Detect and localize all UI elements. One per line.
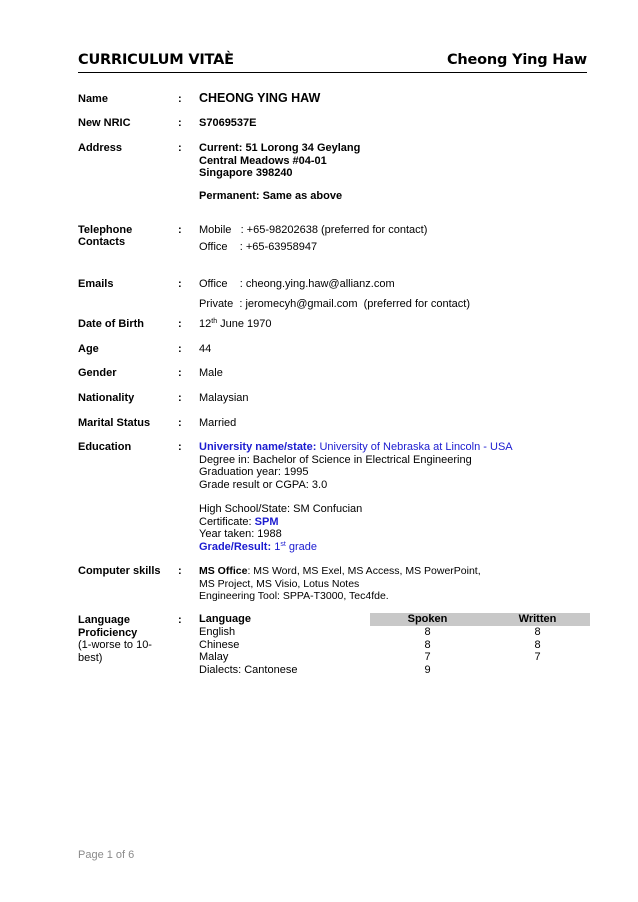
address-line-1: Current: 51 Lorong 34 Geylang	[199, 142, 361, 154]
column-header: Language	[199, 613, 251, 626]
table-header-row	[199, 613, 590, 626]
marital-label: Marital Status	[78, 417, 151, 429]
dob-label: Date of Birth	[78, 318, 144, 330]
colon: :	[178, 417, 182, 429]
language-table	[199, 613, 590, 676]
ms-office-line: MS Office: MS Word, MS Exel, MS Access, MS PowerPoint,	[199, 565, 481, 577]
table-row	[199, 639, 590, 652]
education-university-block	[199, 441, 513, 491]
office-email: Office : cheong.ying.haw@allianz.com	[199, 278, 395, 290]
address-block	[199, 142, 360, 180]
table-cell: Chinese	[199, 638, 240, 651]
colon: :	[178, 93, 182, 105]
table-row	[199, 626, 590, 639]
dob-value: 12th June 1970	[199, 318, 272, 330]
header-name: Cheong Ying Haw	[446, 52, 587, 68]
table-cell	[485, 664, 590, 677]
table-cell: 8	[534, 626, 541, 638]
name-value: CHEONG YING HAW	[199, 91, 321, 105]
private-email: Private : jeromecyh@gmail.com (preferred for contact)	[199, 298, 470, 310]
address-permanent: Permanent: Same as above	[199, 190, 343, 202]
telephone-label-line-1: Telephone	[78, 224, 133, 236]
graduation-year-line: Graduation year: 1995	[199, 466, 309, 478]
page-number: Page 1 of 6	[78, 849, 135, 861]
degree-line: Degree in: Bachelor of Science in Electrical Engineering	[199, 453, 472, 466]
nationality-value: Malaysian	[199, 392, 249, 404]
table-cell: Malay	[199, 651, 229, 663]
table-cell: 8	[534, 638, 541, 651]
emails-label: Emails	[78, 278, 114, 290]
colon: :	[178, 565, 182, 577]
cv-title: CURRICULUM VITAÈ	[78, 52, 234, 68]
name-label: Name	[78, 93, 108, 105]
column-header: Spoken	[370, 613, 485, 626]
age-label: Age	[78, 343, 99, 355]
grade-line: Grade result or CGPA: 3.0	[199, 478, 328, 491]
colon: :	[178, 224, 182, 236]
table-cell: 7	[424, 651, 431, 663]
table-cell: Dialects: Cantonese	[199, 663, 298, 676]
colon: :	[178, 343, 182, 355]
ms-project-line: MS Project, MS Visio, Lotus Notes	[199, 577, 360, 590]
colon: :	[178, 278, 182, 290]
colon: :	[178, 318, 182, 330]
address-line-2: Central Meadows #04-01	[199, 154, 327, 167]
age-value: 44	[199, 343, 212, 355]
education-label: Education	[78, 441, 132, 453]
colon: :	[178, 367, 182, 379]
nric-label: New NRIC	[78, 117, 131, 129]
table-cell: 9	[424, 663, 431, 676]
table-cell: 8	[424, 638, 431, 651]
address-line-3: Singapore 398240	[199, 167, 293, 179]
year-taken-line: Year taken: 1988	[199, 528, 282, 540]
marital-value: Married	[199, 417, 237, 429]
address-label: Address	[78, 142, 123, 154]
table-cell: English	[199, 626, 236, 638]
certificate-line: Certificate: SPM	[199, 515, 279, 528]
highschool-line: High School/State: SM Confucian	[199, 503, 363, 515]
colon: :	[178, 117, 182, 129]
gender-value: Male	[199, 367, 223, 379]
office-number: Office : +65-63958947	[199, 241, 318, 253]
engineering-tool-line: Engineering Tool: SPPA-T3000, Tec4fde.	[199, 590, 389, 602]
column-header: Written	[485, 613, 590, 626]
table-cell: 7	[534, 651, 541, 663]
document-header	[78, 52, 587, 73]
colon: :	[178, 441, 182, 453]
table-row	[199, 651, 590, 664]
nric-value: S7069537E	[199, 117, 257, 129]
colon: :	[178, 392, 182, 404]
computer-skills-block	[199, 565, 481, 603]
telephone-label-line-2: Contacts	[78, 236, 126, 248]
nationality-label: Nationality	[78, 392, 135, 404]
table-row	[199, 664, 590, 677]
computer-skills-label: Computer skills	[78, 565, 161, 577]
gender-label: Gender	[78, 367, 117, 379]
telephone-label	[78, 224, 132, 248]
education-highschool-block	[199, 503, 362, 553]
table-cell: 8	[424, 626, 431, 638]
university-line: University name/state: University of Nebraska at Lincoln - USA	[199, 441, 513, 453]
language-label: Language Proficiency (1-worse to 10- best)	[78, 614, 152, 664]
colon: :	[178, 614, 182, 626]
colon: :	[178, 142, 182, 154]
mobile-number: Mobile : +65-98202638 (preferred for contact)	[199, 224, 428, 236]
grade-result-line: Grade/Result: 1st grade	[199, 540, 317, 553]
